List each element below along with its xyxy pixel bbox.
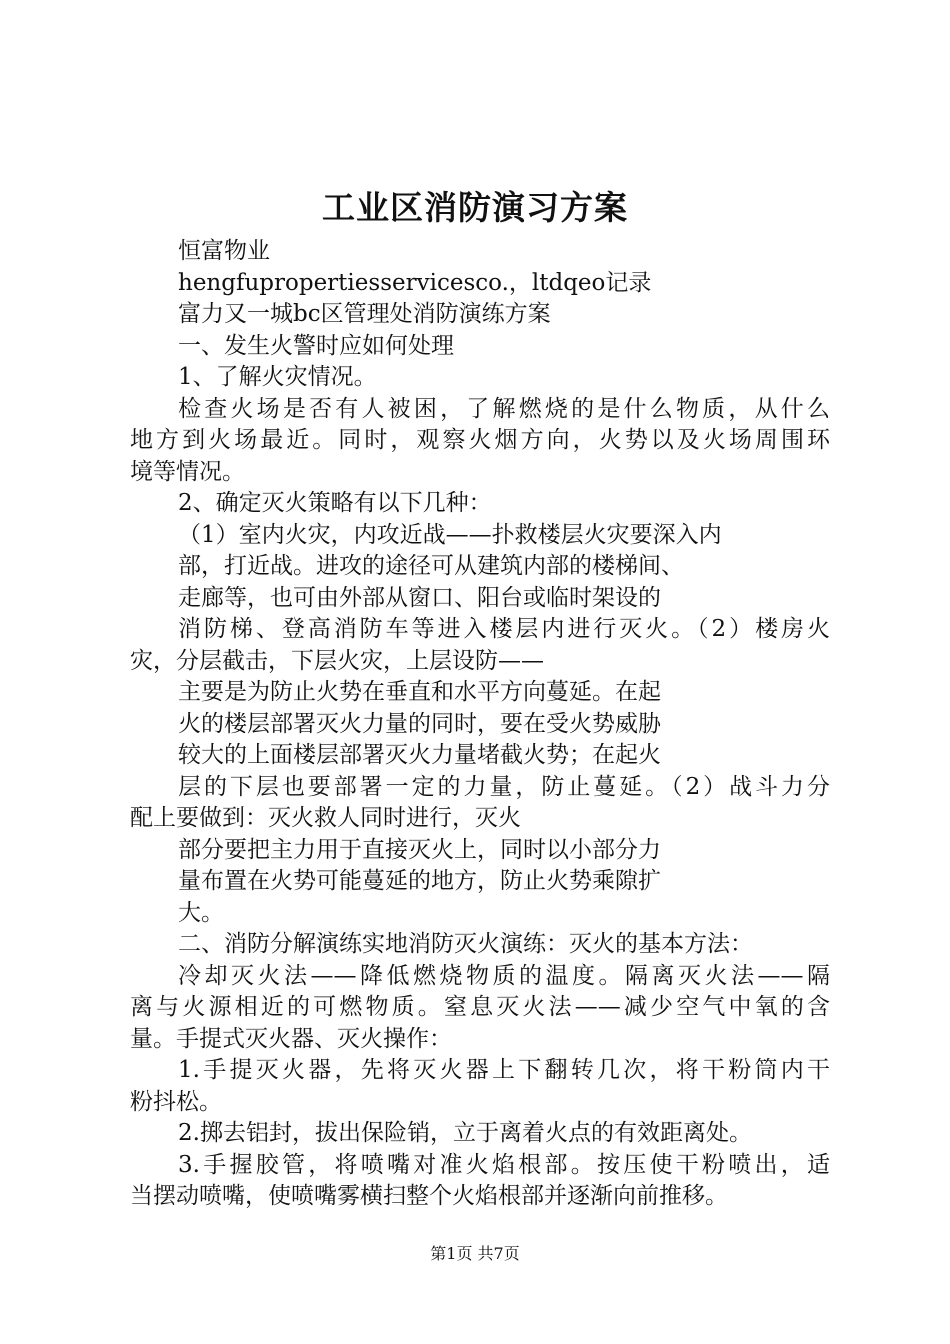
text-line: 富力又一城bc区管理处消防演练方案 bbox=[178, 301, 551, 327]
page-footer: 第1页 共7页 bbox=[430, 1244, 520, 1263]
text-line: 消防梯、登高消防车等进入楼层内进行灭火。（2）楼房火 bbox=[178, 616, 830, 642]
text-line: 地方到火场最近。同时，观察火烟方向，火势以及火场周围环 bbox=[130, 427, 830, 453]
text-line: 走廊等，也可由外部从窗口、阳台或临时架设的 bbox=[178, 584, 661, 611]
text-line: 2、确定灭火策略有以下几种： bbox=[178, 490, 492, 516]
text-line: 火的楼层部署灭火力量的同时，要在受火势威胁 bbox=[178, 710, 661, 737]
text-line: 大。 bbox=[178, 899, 224, 926]
text-line: 1、了解火灾情况。 bbox=[178, 364, 377, 390]
document-body bbox=[130, 236, 830, 1213]
text-line: 当摆动喷嘴，使喷嘴雾横扫整个火焰根部并逐渐向前推移。 bbox=[130, 1183, 728, 1209]
text-line: 配上要做到：灭火救人同时进行，灭火 bbox=[130, 805, 521, 831]
text-line: 2.掷去铝封，拔出保险销，立于离着火点的有效距离处。 bbox=[178, 1120, 752, 1146]
text-line: 二、消防分解演练实地消防灭火演练：灭火的基本方法： bbox=[178, 931, 753, 957]
text-line: 境等情况。 bbox=[130, 458, 245, 485]
text-line: 部分要把主力用于直接灭火上，同时以小部分力 bbox=[178, 836, 661, 863]
text-line: 较大的上面楼层部署灭火力量堵截火势；在起火 bbox=[178, 742, 661, 768]
text-line: 恒富物业 bbox=[178, 238, 270, 264]
text-line: 灾，分层截击，下层火灾，上层设防—— bbox=[130, 647, 544, 674]
text-line: 1.手提灭火器，先将灭火器上下翻转几次，将干粉筒内干 bbox=[178, 1057, 830, 1083]
text-line: 冷却灭火法——降低燃烧物质的温度。隔离灭火法——隔 bbox=[178, 962, 830, 989]
text-line: 量布置在火势可能蔓延的地方，防止火势乘隙扩 bbox=[178, 868, 661, 894]
text-line: hengfupropertiesservicesco.，ltdqeo记录 bbox=[178, 269, 652, 296]
text-line: 主要是为防止火势在垂直和水平方向蔓延。在起 bbox=[178, 679, 661, 705]
text-line: 检查火场是否有人被困，了解燃烧的是什么物质，从什么 bbox=[178, 395, 830, 422]
document-title: 工业区消防演习方案 bbox=[322, 188, 628, 227]
text-line: 部，打近战。进攻的途径可从建筑内部的楼梯间、 bbox=[178, 553, 684, 579]
text-line: 层的下层也要部署一定的力量，防止蔓延。（2）战斗力分 bbox=[178, 773, 830, 800]
text-line: 3.手握胶管，将喷嘴对准火焰根部。按压使干粉喷出，适 bbox=[178, 1151, 830, 1178]
text-line: 粉抖松。 bbox=[130, 1088, 222, 1115]
text-line: 量。手提式灭火器、灭火操作： bbox=[130, 1025, 452, 1052]
text-line: （1）室内火灾，内攻近战——扑救楼层火灾要深入内 bbox=[178, 521, 722, 548]
text-line: 离与火源相近的可燃物质。窒息灭火法——减少空气中氧的含 bbox=[130, 994, 830, 1020]
text-line: 一、发生火警时应如何处理 bbox=[178, 332, 454, 359]
